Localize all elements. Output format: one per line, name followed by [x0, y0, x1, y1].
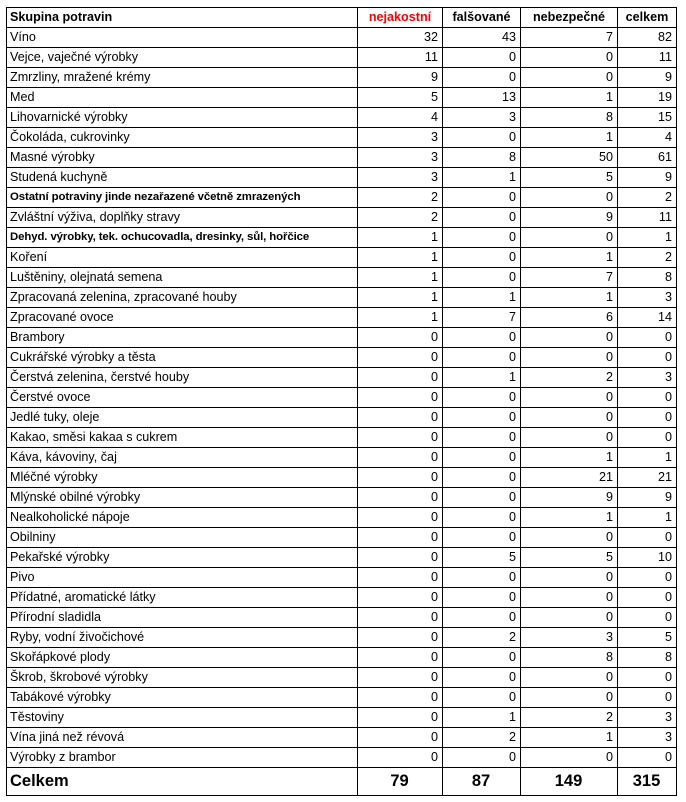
food-category-table [6, 7, 677, 796]
row-dangerous-value: 8 [521, 108, 618, 128]
row-adulterated-value: 2 [443, 628, 521, 648]
row-adulterated-value: 0 [443, 48, 521, 68]
row-substandard-value: 5 [358, 88, 443, 108]
row-category-name: Čokoláda, cukrovinky [7, 128, 358, 148]
row-dangerous-value: 7 [521, 28, 618, 48]
table-row [7, 388, 677, 408]
total-sum: 315 [618, 768, 677, 796]
row-adulterated-value: 0 [443, 648, 521, 668]
row-total-value: 0 [618, 428, 677, 448]
row-substandard-value: 0 [358, 628, 443, 648]
row-substandard-value: 0 [358, 708, 443, 728]
row-dangerous-value: 1 [521, 508, 618, 528]
row-adulterated-value: 1 [443, 288, 521, 308]
row-adulterated-value: 0 [443, 348, 521, 368]
row-category-name: Med [7, 88, 358, 108]
row-total-value: 0 [618, 688, 677, 708]
row-category-name: Přídatné, aromatické látky [7, 588, 358, 608]
row-category-name: Zpracovaná zelenina, zpracované houby [7, 288, 358, 308]
row-adulterated-value: 1 [443, 708, 521, 728]
row-category-name: Skořápkové plody [7, 648, 358, 668]
row-category-name: Ryby, vodní živočichové [7, 628, 358, 648]
row-dangerous-value: 1 [521, 248, 618, 268]
row-dangerous-value: 1 [521, 448, 618, 468]
table-row [7, 468, 677, 488]
row-total-value: 11 [618, 48, 677, 68]
row-category-name: Lihovarnické výrobky [7, 108, 358, 128]
row-adulterated-value: 2 [443, 728, 521, 748]
row-adulterated-value: 0 [443, 668, 521, 688]
row-total-value: 19 [618, 88, 677, 108]
row-substandard-value: 1 [358, 268, 443, 288]
row-category-name: Vína jiná než révová [7, 728, 358, 748]
header-substandard: nejakostní [358, 8, 443, 28]
row-adulterated-value: 0 [443, 388, 521, 408]
table-row [7, 48, 677, 68]
row-total-value: 0 [618, 568, 677, 588]
row-dangerous-value: 0 [521, 688, 618, 708]
table-row [7, 508, 677, 528]
row-total-value: 0 [618, 348, 677, 368]
row-dangerous-value: 0 [521, 328, 618, 348]
row-substandard-value: 0 [358, 428, 443, 448]
row-substandard-value: 0 [358, 568, 443, 588]
row-dangerous-value: 0 [521, 528, 618, 548]
row-dangerous-value: 0 [521, 48, 618, 68]
row-dangerous-value: 0 [521, 68, 618, 88]
row-category-name: Zpracované ovoce [7, 308, 358, 328]
row-adulterated-value: 0 [443, 748, 521, 768]
row-dangerous-value: 0 [521, 608, 618, 628]
row-category-name: Výrobky z brambor [7, 748, 358, 768]
row-substandard-value: 0 [358, 688, 443, 708]
row-dangerous-value: 9 [521, 488, 618, 508]
row-dangerous-value: 9 [521, 208, 618, 228]
table-row [7, 28, 677, 48]
table-row [7, 208, 677, 228]
row-total-value: 0 [618, 608, 677, 628]
row-adulterated-value: 0 [443, 428, 521, 448]
row-category-name: Jedlé tuky, oleje [7, 408, 358, 428]
row-category-name: Nealkoholické nápoje [7, 508, 358, 528]
row-category-name: Studená kuchyně [7, 168, 358, 188]
row-substandard-value: 1 [358, 308, 443, 328]
row-substandard-value: 0 [358, 448, 443, 468]
row-dangerous-value: 1 [521, 288, 618, 308]
table-row [7, 448, 677, 468]
row-dangerous-value: 0 [521, 348, 618, 368]
table-row [7, 308, 677, 328]
row-adulterated-value: 3 [443, 108, 521, 128]
row-substandard-value: 3 [358, 148, 443, 168]
row-adulterated-value: 0 [443, 608, 521, 628]
row-adulterated-value: 0 [443, 508, 521, 528]
row-substandard-value: 0 [358, 388, 443, 408]
table-row [7, 328, 677, 348]
table-row [7, 668, 677, 688]
row-substandard-value: 0 [358, 508, 443, 528]
row-substandard-value: 2 [358, 188, 443, 208]
row-dangerous-value: 8 [521, 648, 618, 668]
row-total-value: 82 [618, 28, 677, 48]
row-adulterated-value: 13 [443, 88, 521, 108]
table-row [7, 108, 677, 128]
row-substandard-value: 3 [358, 168, 443, 188]
table-row [7, 288, 677, 308]
row-category-name: Obilniny [7, 528, 358, 548]
row-substandard-value: 0 [358, 648, 443, 668]
row-substandard-value: 32 [358, 28, 443, 48]
row-category-name: Masné výrobky [7, 148, 358, 168]
row-total-value: 1 [618, 508, 677, 528]
row-category-name: Škrob, škrobové výrobky [7, 668, 358, 688]
row-total-value: 0 [618, 328, 677, 348]
row-substandard-value: 0 [358, 328, 443, 348]
row-adulterated-value: 0 [443, 688, 521, 708]
table-row [7, 348, 677, 368]
table-row [7, 628, 677, 648]
table-row [7, 428, 677, 448]
row-substandard-value: 0 [358, 548, 443, 568]
row-total-value: 3 [618, 728, 677, 748]
row-adulterated-value: 0 [443, 448, 521, 468]
row-adulterated-value: 0 [443, 528, 521, 548]
row-category-name: Luštěniny, olejnatá semena [7, 268, 358, 288]
row-dangerous-value: 0 [521, 588, 618, 608]
table-row [7, 728, 677, 748]
header-adulterated: falšované [443, 8, 521, 28]
total-row [7, 768, 677, 796]
row-substandard-value: 0 [358, 348, 443, 368]
row-adulterated-value: 7 [443, 308, 521, 328]
table-row [7, 528, 677, 548]
row-adulterated-value: 5 [443, 548, 521, 568]
header-dangerous: nebezpečné [521, 8, 618, 28]
row-total-value: 0 [618, 408, 677, 428]
row-adulterated-value: 0 [443, 408, 521, 428]
row-total-value: 0 [618, 748, 677, 768]
row-substandard-value: 0 [358, 588, 443, 608]
table-row [7, 368, 677, 388]
row-substandard-value: 11 [358, 48, 443, 68]
row-total-value: 21 [618, 468, 677, 488]
row-dangerous-value: 2 [521, 368, 618, 388]
row-total-value: 10 [618, 548, 677, 568]
row-adulterated-value: 8 [443, 148, 521, 168]
row-total-value: 4 [618, 128, 677, 148]
table-row [7, 128, 677, 148]
row-dangerous-value: 0 [521, 388, 618, 408]
row-substandard-value: 1 [358, 228, 443, 248]
row-dangerous-value: 21 [521, 468, 618, 488]
row-substandard-value: 0 [358, 608, 443, 628]
row-dangerous-value: 0 [521, 228, 618, 248]
row-dangerous-value: 0 [521, 428, 618, 448]
row-adulterated-value: 0 [443, 128, 521, 148]
row-category-name: Cukrářské výrobky a těsta [7, 348, 358, 368]
row-category-name: Mlýnské obilné výrobky [7, 488, 358, 508]
row-category-name: Koření [7, 248, 358, 268]
row-total-value: 0 [618, 528, 677, 548]
row-category-name: Víno [7, 28, 358, 48]
row-adulterated-value: 0 [443, 248, 521, 268]
row-category-name: Kakao, směsi kakaa s cukrem [7, 428, 358, 448]
row-dangerous-value: 1 [521, 728, 618, 748]
row-total-value: 8 [618, 648, 677, 668]
row-adulterated-value: 0 [443, 228, 521, 248]
row-dangerous-value: 0 [521, 408, 618, 428]
table-row [7, 488, 677, 508]
table-row [7, 168, 677, 188]
row-total-value: 61 [618, 148, 677, 168]
row-dangerous-value: 5 [521, 168, 618, 188]
row-adulterated-value: 0 [443, 588, 521, 608]
row-total-value: 0 [618, 388, 677, 408]
table-row [7, 648, 677, 668]
row-total-value: 3 [618, 708, 677, 728]
row-substandard-value: 0 [358, 528, 443, 548]
total-dangerous: 149 [521, 768, 618, 796]
row-dangerous-value: 3 [521, 628, 618, 648]
table-row [7, 688, 677, 708]
row-dangerous-value: 1 [521, 128, 618, 148]
table-row [7, 68, 677, 88]
row-adulterated-value: 1 [443, 368, 521, 388]
row-total-value: 2 [618, 248, 677, 268]
row-dangerous-value: 7 [521, 268, 618, 288]
row-dangerous-value: 0 [521, 668, 618, 688]
row-adulterated-value: 0 [443, 468, 521, 488]
table-row [7, 408, 677, 428]
header-total: celkem [618, 8, 677, 28]
row-adulterated-value: 0 [443, 488, 521, 508]
row-substandard-value: 9 [358, 68, 443, 88]
row-category-name: Těstoviny [7, 708, 358, 728]
row-category-name: Vejce, vaječné výrobky [7, 48, 358, 68]
table-row [7, 248, 677, 268]
total-substandard: 79 [358, 768, 443, 796]
table-row [7, 188, 677, 208]
row-substandard-value: 0 [358, 668, 443, 688]
row-category-name: Zvláštní výživa, doplňky stravy [7, 208, 358, 228]
row-substandard-value: 0 [358, 728, 443, 748]
row-total-value: 3 [618, 368, 677, 388]
row-substandard-value: 0 [358, 368, 443, 388]
row-total-value: 0 [618, 588, 677, 608]
row-dangerous-value: 50 [521, 148, 618, 168]
row-dangerous-value: 5 [521, 548, 618, 568]
row-substandard-value: 0 [358, 748, 443, 768]
row-adulterated-value: 0 [443, 268, 521, 288]
table-row [7, 568, 677, 588]
row-substandard-value: 0 [358, 468, 443, 488]
row-dangerous-value: 6 [521, 308, 618, 328]
row-adulterated-value: 1 [443, 168, 521, 188]
row-total-value: 9 [618, 68, 677, 88]
row-category-name: Mléčné výrobky [7, 468, 358, 488]
table-row [7, 228, 677, 248]
row-total-value: 11 [618, 208, 677, 228]
row-adulterated-value: 0 [443, 568, 521, 588]
food-category-table-wrapper [6, 7, 677, 796]
row-substandard-value: 0 [358, 408, 443, 428]
table-row [7, 608, 677, 628]
table-row [7, 748, 677, 768]
row-total-value: 9 [618, 488, 677, 508]
table-row [7, 268, 677, 288]
row-total-value: 14 [618, 308, 677, 328]
row-category-name: Pivo [7, 568, 358, 588]
row-category-name: Přírodní sladidla [7, 608, 358, 628]
table-row [7, 88, 677, 108]
row-total-value: 3 [618, 288, 677, 308]
row-adulterated-value: 43 [443, 28, 521, 48]
row-total-value: 2 [618, 188, 677, 208]
row-total-value: 0 [618, 668, 677, 688]
row-dangerous-value: 0 [521, 568, 618, 588]
row-dangerous-value: 0 [521, 748, 618, 768]
row-substandard-value: 0 [358, 488, 443, 508]
table-row [7, 708, 677, 728]
row-adulterated-value: 0 [443, 188, 521, 208]
row-total-value: 15 [618, 108, 677, 128]
row-total-value: 5 [618, 628, 677, 648]
total-adulterated: 87 [443, 768, 521, 796]
row-total-value: 1 [618, 448, 677, 468]
row-category-name: Káva, kávoviny, čaj [7, 448, 358, 468]
row-total-value: 1 [618, 228, 677, 248]
row-total-value: 8 [618, 268, 677, 288]
row-dangerous-value: 1 [521, 88, 618, 108]
row-substandard-value: 1 [358, 248, 443, 268]
row-dangerous-value: 0 [521, 188, 618, 208]
row-total-value: 9 [618, 168, 677, 188]
row-category-name: Pekařské výrobky [7, 548, 358, 568]
row-category-name: Brambory [7, 328, 358, 348]
row-category-name: Zmrzliny, mražené krémy [7, 68, 358, 88]
table-row [7, 148, 677, 168]
row-category-name: Dehyd. výrobky, tek. ochucovadla, dresinky, sůl, hořčice [7, 228, 358, 248]
row-substandard-value: 3 [358, 128, 443, 148]
row-category-name: Tabákové výrobky [7, 688, 358, 708]
row-adulterated-value: 0 [443, 208, 521, 228]
row-substandard-value: 2 [358, 208, 443, 228]
row-adulterated-value: 0 [443, 68, 521, 88]
header-row [7, 8, 677, 28]
row-adulterated-value: 0 [443, 328, 521, 348]
header-category: Skupina potravin [7, 8, 358, 28]
row-substandard-value: 4 [358, 108, 443, 128]
row-category-name: Čerstvé ovoce [7, 388, 358, 408]
row-category-name: Ostatní potraviny jinde nezařazené včetně zmrazených [7, 188, 358, 208]
table-row [7, 548, 677, 568]
total-label: Celkem [7, 768, 358, 796]
row-substandard-value: 1 [358, 288, 443, 308]
row-category-name: Čerstvá zelenina, čerstvé houby [7, 368, 358, 388]
row-dangerous-value: 2 [521, 708, 618, 728]
table-row [7, 588, 677, 608]
